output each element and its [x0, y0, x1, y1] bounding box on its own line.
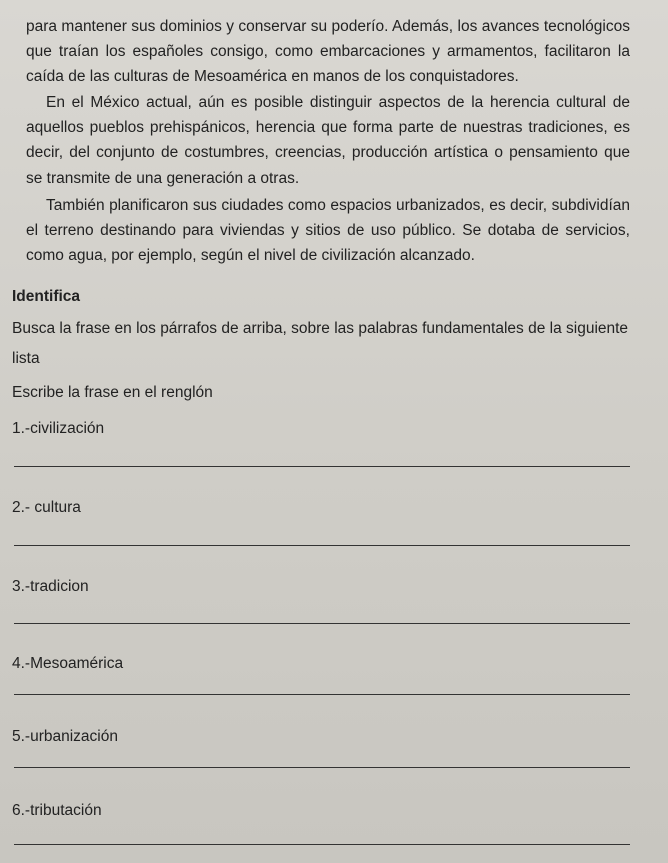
list-item-civilizacion: 1.-civilización — [12, 420, 105, 437]
answer-line-4[interactable] — [14, 694, 630, 695]
list-item-mesoamerica: 4.-Mesoamérica — [12, 655, 124, 672]
answer-line-1[interactable] — [14, 466, 630, 467]
paragraph-1: para mantener sus dominios y conservar su poderío. Además, los avances tecnológicos que traían los españoles consigo, como embarcaciones y armamentos, facilitaron la caída de las culturas de Mesoamérica en manos de los conquistadores. — [26, 18, 630, 86]
paragraph-3: También planificaron sus ciudades como espacios urbanizados, es decir, subdividían el terreno destinando para viviendas y sitios de uso público. Se dotaba de servicios, como agua, por ejemplo, según el nivel de civilización alcanzado. — [26, 197, 630, 265]
paragraph-2: En el México actual, aún es posible distinguir aspectos de la herencia cultural de aquellos pueblos prehispánicos, herencia que forma parte de nuestras tradiciones, es decir, del conjunto de costumbres, creencias, producción artística o pensamiento que se transmite de una generación a otras. — [26, 94, 630, 187]
list-item-tradicion: 3.-tradicion — [12, 578, 89, 595]
answer-line-6[interactable] — [14, 844, 630, 845]
answer-line-5[interactable] — [14, 767, 630, 768]
answer-line-3[interactable] — [14, 623, 630, 624]
list-item-tributacion: 6.-tributación — [12, 802, 102, 819]
list-item-urbanizacion: 5.-urbanización — [12, 728, 118, 745]
list-item-cultura: 2.- cultura — [12, 499, 81, 516]
answer-line-2[interactable] — [14, 545, 630, 546]
instruction-find: Busca la frase en los párrafos de arriba, sobre las palabras fundamentales de la siguiente lista — [12, 320, 629, 367]
section-heading: Identifica — [12, 288, 81, 305]
instruction-write: Escribe la frase en el renglón — [12, 384, 213, 401]
